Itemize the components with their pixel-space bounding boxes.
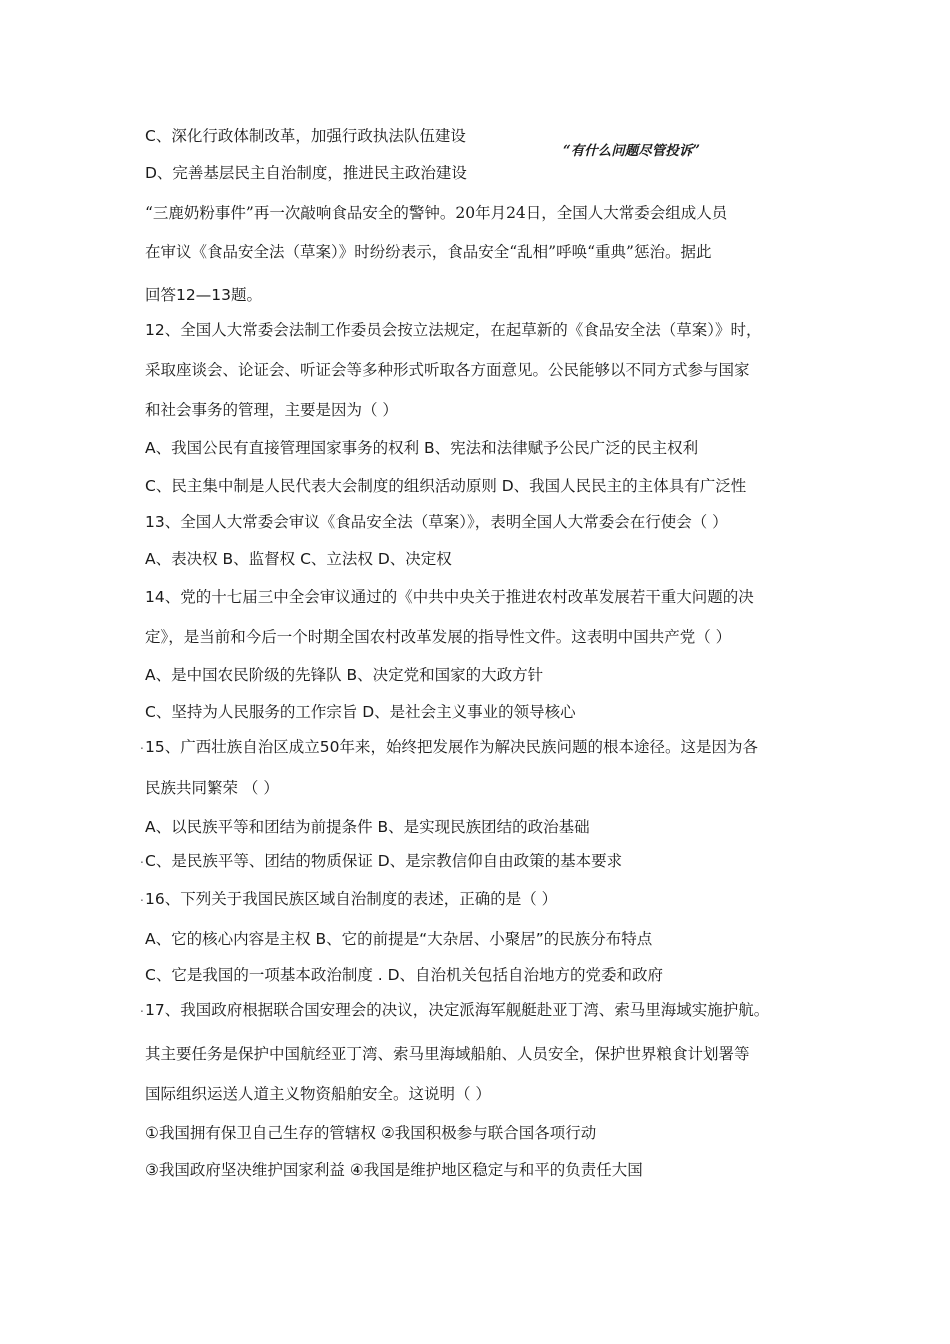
question-16-options-ab: A、它的核心内容是主权 B、它的前提是“大杂居、小聚居”的民族分布特点	[145, 930, 653, 948]
question-15-line-1: 15、广西壮族自治区成立50年来，始终把发展作为解决民族问题的根本途径。这是因为各	[145, 738, 758, 756]
question-15-line-2: 民族共同繁荣 （ ）	[145, 779, 279, 797]
question-17-line-1: 17、我国政府根据联合国安理会的决议，决定派海军舰艇赴亚丁湾、索马里海域实施护航。	[145, 1001, 770, 1019]
question-12-line-2: 采取座谈会、论证会、听证会等多种形式听取各方面意见。公民能够以不同方式参与国家	[145, 361, 750, 379]
question-12-options-ab: A、我国公民有直接管理国家事务的权利 B、宪法和法律赋予公民广泛的民主权利	[145, 439, 699, 457]
question-12-line-1: 12、全国人大常委会法制工作委员会按立法规定，在起草新的《食品安全法（草案）》时，	[145, 321, 762, 339]
question-15-options-ab: A、以民族平等和团结为前提条件 B、是实现民族团结的政治基础	[145, 818, 590, 836]
option-d-line: D、完善基层民主自治制度，推进民主政治建设	[145, 164, 467, 182]
question-14-options-cd: C、坚持为人民服务的工作宗旨 D、是社会主义事业的领导核心	[145, 703, 576, 721]
question-17-options-12: ①我国拥有保卫自己生存的管辖权 ②我国积极参与联合国各项行动	[145, 1124, 597, 1142]
question-14-options-ab: A、是中国农民阶级的先锋队 B、决定党和国家的大政方针	[145, 666, 544, 684]
question-17-options-34: ③我国政府坚决维护国家利益 ④我国是维护地区稳定与和平的负责任大国	[145, 1161, 643, 1179]
question-16-line: 16、下列关于我国民族区域自治制度的表述，正确的是（ ）	[145, 890, 558, 908]
option-c-line: C、深化行政体制改革，加强行政执法队伍建设	[145, 127, 466, 145]
question-17-line-3: 国际组织运送人道主义物资船舶安全。这说明（ ）	[145, 1085, 491, 1103]
question-17-line-2: 其主要任务是保护中国航经亚丁湾、索马里海域船舶、人员安全，保护世界粮食计划署等	[145, 1045, 750, 1063]
header-quote: “有什么问题尽管投诉”	[563, 143, 701, 159]
question-14-line-2: 定》，是当前和今后一个时期全国农村改革发展的指导性文件。这表明中国共产党（ ）	[145, 628, 732, 646]
question-12-line-3: 和社会事务的管理，主要是因为（ ）	[145, 401, 398, 419]
margin-dot: .	[140, 890, 144, 904]
passage-line-1: “三鹿奶粉事件”再一次敲响食品安全的警钟。20年月24日，全国人大常委会组成人员	[145, 204, 728, 222]
margin-dot: .	[140, 738, 144, 752]
question-13-options: A、表决权 B、监督权 C、立法权 D、决定权	[145, 550, 452, 568]
question-15-options-cd: C、是民族平等、团结的物质保证 D、是宗教信仰自由政策的基本要求	[145, 852, 623, 870]
passage-line-2: 在审议《食品安全法（草案）》时纷纷表示，食品安全“乱相”呼唤“重典”惩治。据此	[145, 243, 712, 261]
question-14-line-1: 14、党的十七届三中全会审议通过的《中共中央关于推进农村改革发展若干重大问题的决	[145, 588, 754, 606]
margin-dot: .	[140, 852, 144, 866]
question-13-line: 13、全国人大常委会审议《食品安全法（草案）》，表明全国人大常委会在行使会（ ）	[145, 513, 728, 531]
margin-dot: .	[140, 1001, 144, 1015]
passage-line-3: 回答12—13题。	[145, 286, 262, 304]
question-16-options-cd: C、它是我国的一项基本政治制度 . D、自治机关包括自治地方的党委和政府	[145, 966, 664, 984]
question-12-options-cd: C、民主集中制是人民代表大会制度的组织活动原则 D、我国人民民主的主体具有广泛性	[145, 477, 747, 495]
